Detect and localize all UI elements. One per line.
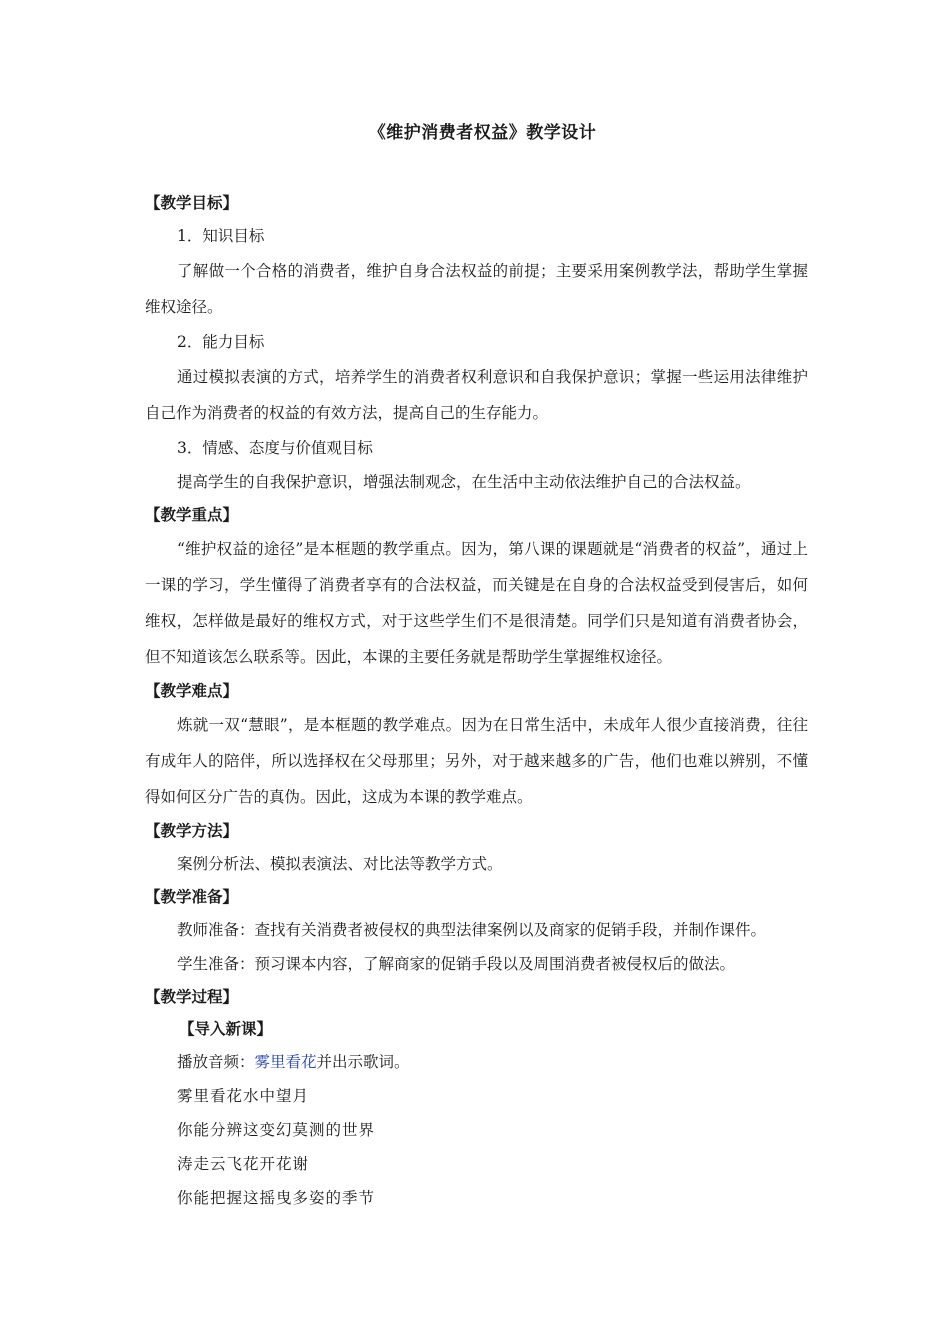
section-heading-objectives: 【教学目标】	[145, 193, 239, 212]
document-title: 《维护消费者权益》教学设计	[368, 123, 597, 143]
audio-suffix: 并出示歌词。	[316, 1053, 410, 1071]
lyric-line: 你能把握这摇曳多姿的季节	[177, 1189, 376, 1207]
teacher-preparation-text: 教师准备：查找有关消费者被侵权的典型法律案例以及商家的促销手段，并制作课件。	[177, 921, 767, 939]
song-title-link[interactable]: 雾里看花	[254, 1053, 317, 1071]
difficulties-text: 炼就一双“慧眼”，是本框题的教学难点。因为在日常生活中，未成年人很少直接消费，往往有成年人的陪伴，所以选择权在父母那里；另外，对于越来越多的广告，他们也难以辨别，不懂得如何区分广告的真伪。因此，这成为本课的教学难点。	[145, 716, 808, 806]
section-heading-preparation: 【教学准备】	[145, 887, 239, 906]
lyric-line: 你能分辨这变幻莫测的世界	[177, 1121, 376, 1139]
lyric-line: 雾里看花水中望月	[177, 1087, 310, 1105]
methods-text: 案例分析法、模拟表演法、对比法等教学方式。	[177, 855, 503, 873]
emotion-objective-text: 提高学生的自我保护意识，增强法制观念，在生活中主动依法维护自己的合法权益。	[177, 473, 751, 491]
intro-subheading: 【导入新课】	[179, 1019, 273, 1038]
audio-instruction	[145, 1045, 808, 1079]
student-preparation-text: 学生准备：预习课本内容，了解商家的促销手段以及周围消费者被侵权后的做法。	[177, 955, 736, 973]
key-points-text: “维护权益的途径”是本框题的教学重点。因为，第八课的课题就是“消费者的权益”，通过上一课的学习，学生懂得了消费者享有的合法权益，而关键是在自身的合法权益受到侵害后，如何维权，怎样做是最好的维权方式，对于这些学生们不是很清楚。同学们只是知道有消费者协会，但不知道该怎么联系等。因此，本课的主要任务就是帮助学生掌握维权途径。	[145, 540, 808, 666]
emotion-objective-heading: 3．情感、态度与价值观目标	[177, 439, 373, 457]
section-heading-process: 【教学过程】	[145, 987, 239, 1006]
section-heading-difficulties: 【教学难点】	[145, 681, 239, 700]
section-heading-methods: 【教学方法】	[145, 821, 239, 840]
section-heading-key-points: 【教学重点】	[145, 505, 239, 524]
ability-objective-text: 通过模拟表演的方式，培养学生的消费者权利意识和自我保护意识；掌握一些运用法律维护自己作为消费者的权益的有效方法，提高自己的生存能力。	[145, 368, 808, 422]
lyric-line: 涛走云飞花开花谢	[177, 1155, 310, 1173]
knowledge-objective-heading: 1．知识目标	[177, 227, 265, 245]
ability-objective-heading: 2．能力目标	[177, 333, 265, 351]
knowledge-objective-text: 了解做一个合格的消费者，维护自身合法权益的前提；主要采用案例教学法，帮助学生掌握维权途径。	[145, 262, 808, 316]
audio-prefix: 播放音频：	[177, 1053, 255, 1071]
